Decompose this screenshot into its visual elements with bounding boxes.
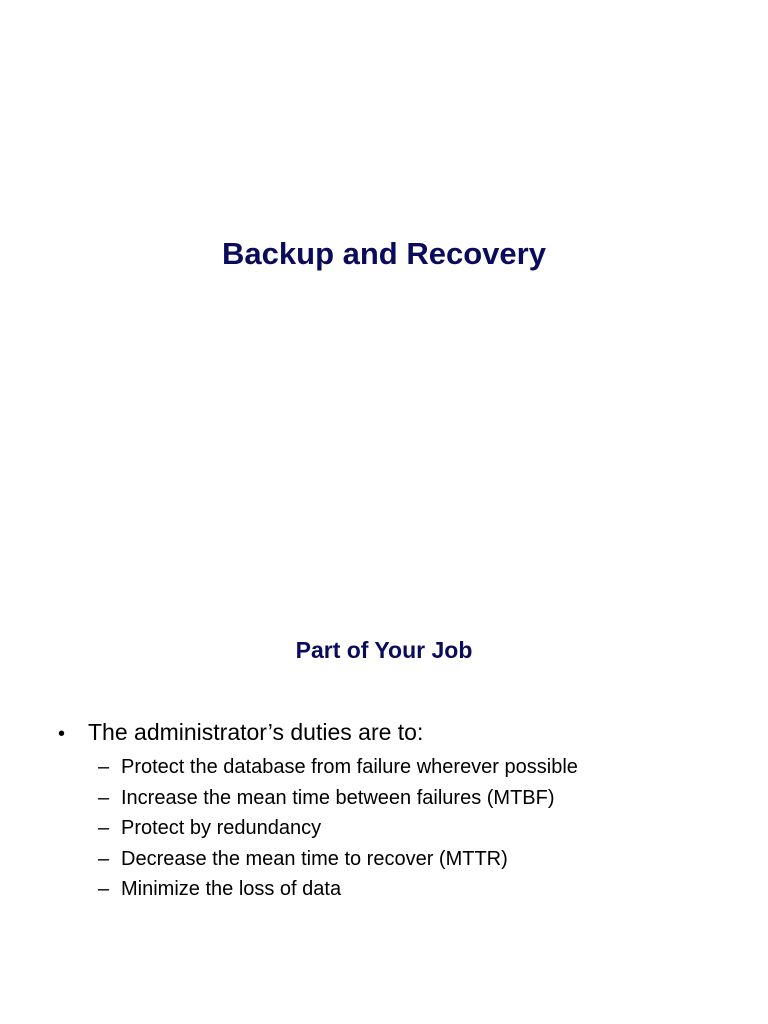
slide-title: Part of Your Job (295, 637, 473, 663)
slide-title: Backup and Recovery (222, 236, 546, 271)
sub-bullet-item (98, 813, 578, 844)
sub-bullet-item (98, 874, 578, 905)
sub-bullet-text: Protect by redundancy (121, 817, 322, 840)
bullet-marker: • (58, 723, 66, 745)
dash-marker: – (98, 756, 110, 778)
slide-part-of-your-job (0, 512, 768, 1024)
bullet-list (58, 714, 578, 905)
sub-bullet-list (58, 752, 578, 905)
sub-bullet-text: Decrease the mean time to recover (MTTR) (121, 847, 508, 870)
dash-marker: – (98, 847, 110, 870)
dash-marker: – (98, 786, 110, 809)
bullet-text: The administrator’s duties are to: (88, 719, 424, 745)
dash-marker: – (98, 878, 110, 901)
dash-marker: – (98, 817, 110, 840)
sub-bullet-item (98, 752, 578, 783)
bullet-item (58, 714, 578, 905)
sub-bullet-item (98, 783, 578, 814)
sub-bullet-text: Increase the mean time between failures (MTBF) (121, 786, 555, 809)
sub-bullet-text: Protect the database from failure wherever possible (121, 756, 578, 778)
sub-bullet-text: Minimize the loss of data (121, 878, 342, 901)
sub-bullet-item (98, 844, 578, 875)
